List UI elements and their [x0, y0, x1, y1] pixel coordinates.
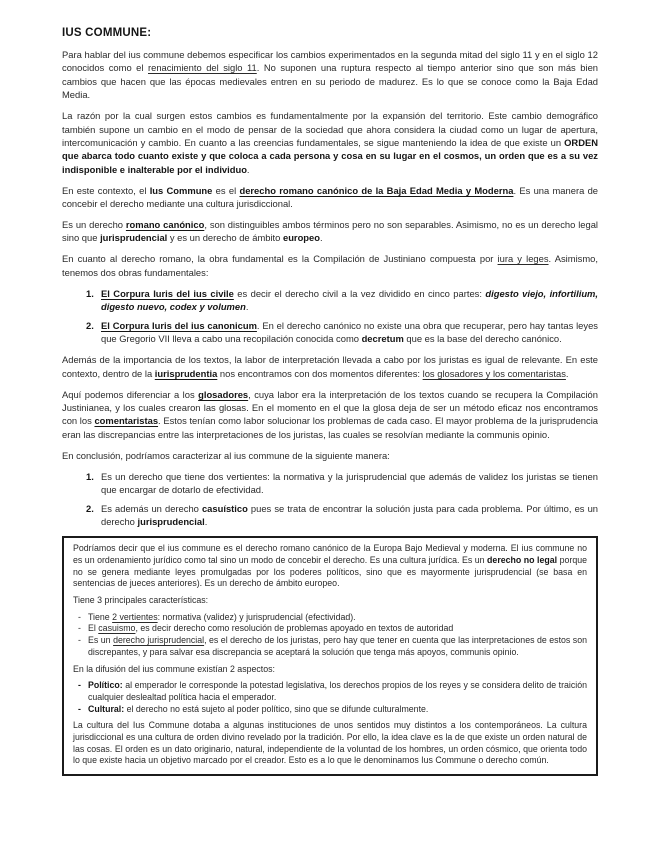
- text-segment: y es un derecho de ámbito: [167, 232, 283, 244]
- text-segment: casuismo: [98, 623, 136, 634]
- list-item-text: [88, 704, 587, 716]
- text-segment: Tiene: [88, 611, 113, 622]
- text-segment: En este contexto, el: [62, 184, 150, 196]
- text-segment: , es el derecho de los juristas, pero hay que tener en cuenta que las interpretaciones de estos son discrepantes, y para salvar esa discrepancia se aceptará la solución que tenga más apoyos, communis opinio.: [88, 635, 587, 657]
- text-segment: . En el derecho canónico no existe una obra que recuperar, pero hay tantas leyes que Gregorio VII lleva a cabo una recopilación conocida como: [101, 319, 598, 345]
- text-segment: La cultura del Ius Commune dotaba a algunas instituciones de unos sentidos muy distintos a los contemporáneos. La cultura jurisdiccional es una cultura de orden divino revelado por la tradición. Por ello, la idea clave es la de que existe un orden natural de las cosas. El orden es un dato originario, natural, independiente de la voluntad de los hombres, un orden cósmico, que orienta todo lo que existe hacia un objetivo marcado por el creador. Esto es a lo que le denominamos Ius Commune o derecho común.: [73, 720, 587, 766]
- list-marker: 1.: [86, 287, 94, 299]
- list-item: [73, 680, 587, 703]
- paragraph: [73, 543, 587, 590]
- paragraph: [62, 218, 598, 245]
- text-segment: .: [319, 232, 323, 244]
- paragraph: [73, 595, 587, 607]
- text-segment: Ius Commune: [149, 184, 213, 196]
- list-item-text: [88, 612, 587, 624]
- list-item: [62, 470, 598, 497]
- text-segment: iurisprudentia: [154, 367, 218, 379]
- list-marker: 2.: [86, 319, 94, 331]
- text-segment: : normativa (validez) y jurisprudencial (efectividad).: [157, 611, 356, 622]
- document-content: [62, 27, 598, 776]
- text-segment: . Es una manera de concebir el derecho mediante una cultura jurisdiccional.: [62, 184, 599, 210]
- list-item-text: [101, 470, 598, 497]
- list-marker: -: [78, 635, 81, 646]
- list-item: [62, 502, 598, 529]
- list-item-text: [101, 502, 598, 529]
- text-segment: 2 vertientes: [112, 611, 158, 622]
- text-segment: IUS COMMUNE:: [62, 27, 152, 39]
- numbered-list: [62, 287, 598, 346]
- list-item-text: [101, 319, 598, 346]
- text-segment: Político:: [88, 680, 123, 691]
- text-segment: Cultural:: [88, 703, 125, 714]
- text-segment: es decir el derecho civil a la vez dividido en cinco partes:: [233, 287, 486, 299]
- text-segment: .: [246, 163, 250, 175]
- paragraph: [62, 109, 598, 176]
- text-segment: .: [565, 367, 569, 379]
- text-segment: digesto viejo, infortilium, digesto nuevo, codex y volumen: [101, 287, 598, 312]
- list-item-text: [101, 287, 598, 314]
- paragraph: [62, 388, 598, 442]
- list-marker: -: [78, 680, 81, 691]
- text-segment: . Estos tenían como labor solucionar los problemas de cada caso. El mayor problema de la jurisprudencia eran las discrepancias entre las interpretaciones de los juristas, las cuales se resolvían mediante la communis opinio.: [62, 415, 598, 440]
- text-segment: .: [204, 516, 208, 528]
- paragraph: [73, 664, 587, 676]
- summary-box: [62, 536, 598, 776]
- text-segment: romano canónico: [125, 218, 205, 230]
- text-segment: Es un derecho que tiene dos vertientes: la normativa y la jurisprudencial que además de validez los juristas se tienen que encargar de dotarlo de efectividad.: [101, 470, 598, 495]
- text-segment: es el: [212, 184, 240, 196]
- text-segment: Es además un derecho: [101, 502, 202, 514]
- paragraph: [62, 353, 598, 380]
- text-segment: , son distinguibles ambos términos pero no son separables. Asimismo, no es un derecho legal sino que: [62, 218, 599, 244]
- text-segment: La razón por la cual surgen estos cambios es fundamentalmente por la expansión del territorio. Este cambio demográfico también supone un cambio en el modo de pensar de la sociedad que ahora considera la ciudad como un lugar de apertura, intercomunicación y cambio. En cuanto a las creencias fundamentales, se sigue manteniendo la idea de que existe un: [62, 110, 598, 148]
- text-segment: derecho no legal: [487, 554, 558, 565]
- text-segment: al emperador le corresponde la potestad legislativa, los derechos propios de los reyes y se considera delito de traición cualquier deslealtad política hacia el emperador.: [88, 680, 587, 702]
- text-segment: comentaristas: [94, 415, 159, 427]
- paragraph: [62, 252, 598, 279]
- text-segment: En cuanto al derecho romano, la obra fundamental es la Compilación de Justiniano compuesta por: [62, 253, 498, 265]
- text-segment: , cuya labor era la interpretación de los textos cuando se recupera la Compilación Justinianea, y los cuales crearon las glosas. En el momento en el que la glosa deja de ser un método eficaz nos encontramos con los: [62, 388, 598, 427]
- text-segment: Para hablar del ius commune debemos especificar los cambios experimentados en la segunda mitad del siglo 11 y en el siglo 12 conocidos como el: [62, 49, 598, 74]
- text-segment: . No suponen una ruptura respecto al tiempo anterior sino que son más bien cambios que hacen que las épocas medievales entren en su periodo de madurez. Es lo que se conoce como la Baja Edad Media.: [62, 62, 598, 101]
- text-segment: . Asimismo, tenemos dos obras fundamentales:: [62, 253, 598, 278]
- text-segment: ORDEN que abarca todo cuanto existe y que coloca a cada persona y cosa en su lugar en el cosmos, un orden que es a su vez indisponible e inalterable por el individuo: [62, 136, 598, 175]
- text-segment: Es un: [88, 635, 114, 646]
- list-marker: 1.: [86, 470, 94, 482]
- paragraph: [62, 449, 598, 462]
- text-segment: El Corpura Iuris del ius canonicum: [101, 319, 257, 331]
- list-item-text: [88, 635, 587, 658]
- list-marker: 2.: [86, 502, 94, 514]
- text-segment: el derecho no está sujeto al poder político, sino que se difunde culturalmente.: [124, 703, 429, 714]
- dash-list: [73, 680, 587, 715]
- text-segment: derecho romano canónico de la Baja Edad Media y Moderna: [239, 184, 514, 196]
- text-segment: Es un derecho: [62, 218, 126, 230]
- text-segment: nos encontramos con dos momentos diferentes:: [217, 367, 423, 379]
- text-segment: los glosadores y los comentaristas: [422, 367, 566, 379]
- text-segment: decretum: [361, 333, 404, 345]
- list-item: [73, 623, 587, 635]
- text-segment: que es la base del derecho canónico.: [403, 333, 562, 345]
- list-item: [62, 319, 598, 346]
- text-segment: casuístico: [201, 502, 248, 514]
- text-segment: europeo: [282, 232, 320, 244]
- text-segment: Tiene 3 principales características:: [73, 595, 209, 605]
- list-item-text: [88, 680, 587, 703]
- page-title: [62, 27, 598, 39]
- text-segment: pues se trata de encontrar la solución justa para cada problema. Por último, es un derecho: [101, 502, 598, 528]
- list-item: [73, 635, 587, 658]
- numbered-list: [62, 470, 598, 529]
- text-segment: glosadores: [198, 388, 249, 400]
- paragraph: [73, 720, 587, 767]
- text-segment: En conclusión, podríamos caracterizar al ius commune de la siguiente manera:: [62, 449, 390, 461]
- text-segment: renacimiento del siglo 11: [148, 62, 257, 74]
- text-segment: porque no se genera mediante leyes promulgadas por los poderes políticos, sino que es mayormente jurisprudencial (se basa en sentencias de jueces anteriores). Es un derecho de ámbito europeo.: [73, 554, 587, 589]
- dash-list: [73, 612, 587, 659]
- text-segment: El Corpura Iuris del ius civile: [101, 287, 234, 299]
- list-marker: -: [78, 611, 81, 622]
- text-segment: jurisprudencial: [137, 516, 205, 528]
- text-segment: jurisprudencial: [100, 232, 168, 244]
- text-segment: El: [88, 623, 99, 634]
- text-segment: Aquí podemos diferenciar a los: [62, 388, 199, 400]
- list-item: [62, 287, 598, 314]
- list-item-text: [88, 623, 587, 635]
- paragraph: [62, 184, 598, 211]
- list-item: [73, 612, 587, 624]
- list-marker: -: [78, 703, 81, 714]
- list-item: [73, 704, 587, 716]
- list-marker: -: [78, 623, 81, 634]
- text-segment: Además de la importancia de los textos, la labor de interpretación llevada a cabo por los juristas es igual de relevante. En este contexto, dentro de la: [62, 354, 598, 379]
- paragraph: [62, 48, 598, 102]
- text-segment: derecho jurisprudencial: [113, 635, 205, 646]
- text-segment: En la difusión del ius commune existían 2 aspectos:: [73, 663, 275, 674]
- text-segment: Podríamos decir que el ius commune es el derecho romano canónico de la Europa Bajo Medieval y moderna. El ius commune no es un ordenamiento jurídico como tal sino un modo de concebir el derecho. Es una cultura jurídica. Es un: [73, 543, 587, 565]
- text-segment: .: [245, 301, 249, 312]
- text-segment: , es decir derecho como resolución de problemas apoyado en textos de autoridad: [135, 623, 454, 634]
- text-segment: iura y leges: [497, 253, 549, 265]
